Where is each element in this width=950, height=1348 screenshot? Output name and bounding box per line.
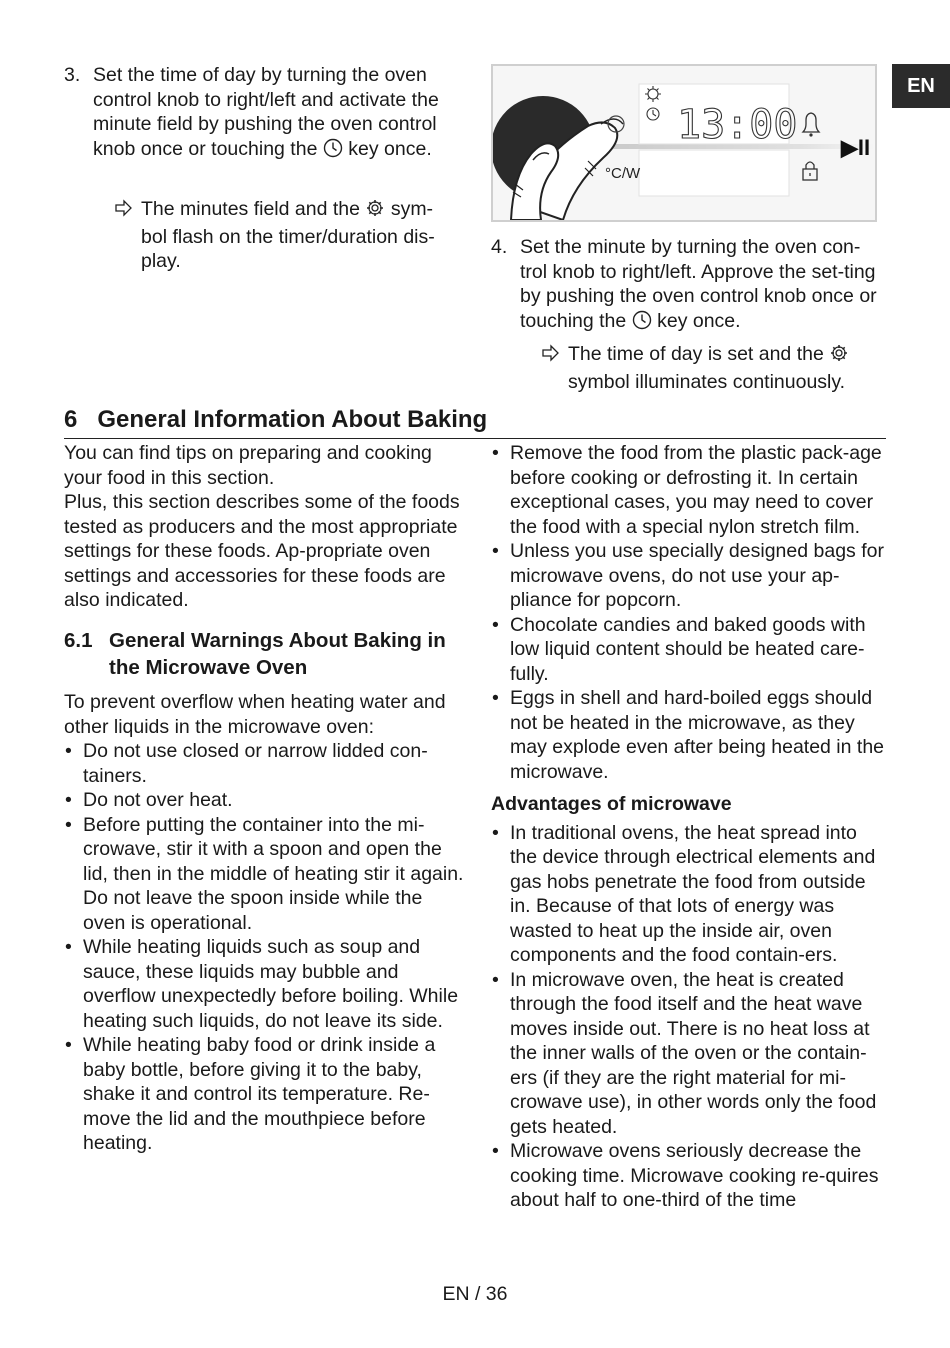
step-text: Set the time of day by turning the oven control knob to right/left and activate the minute field by pushing the oven control knob once or touching the [93, 64, 439, 160]
clock-icon [632, 310, 652, 337]
subsection-body [64, 690, 464, 1156]
play-pause-icon: ▶II [841, 135, 871, 160]
right-column [491, 441, 886, 1213]
result-text-end: symbol illuminates continuously. [568, 370, 846, 393]
list-item: • In microwave oven, the heat is created through the food itself and the heat wave moves inside out. There is no heat loss at the inner walls of the oven or the contain-ers (if they are the right material for mi-crowave use), in other words only the food gets heated. [491, 968, 886, 1140]
section-heading [64, 404, 487, 436]
list-item: • While heating liquids such as soup and sauce, these liquids may bubble and overflow unexpectedly before boiling. While heating such liquids, do not leave its side. [64, 935, 464, 1033]
step-3-result [114, 197, 459, 274]
intro-paragraph: Plus, this section describes some of the foods tested as producers and the most appropriate settings for these foods. Ap-propriate oven settings and accessories for these foods are also indicated. [64, 491, 460, 611]
list-item: • Unless you use specially designed bags for microwave ovens, do not use your ap-pliance for popcorn. [491, 539, 886, 613]
unit-label: °C/W [605, 165, 641, 182]
result-text: The minutes field and the [141, 198, 360, 220]
page-number: EN / 36 [442, 1283, 508, 1305]
step-number: 3. [64, 64, 81, 86]
step-4-result [541, 342, 881, 394]
list-item: • Chocolate candies and baked goods with low liquid content should be heated care-fully. [491, 613, 886, 687]
display-lower [639, 150, 789, 196]
warning-list [64, 739, 464, 1156]
section-title: General Information About Baking [97, 406, 488, 433]
advantages-heading: Advantages of microwave [491, 793, 732, 815]
step-text: Set the minute by turning the oven con-trol knob to right/left. Approve the set-ting by pushing the oven control knob once or touching the [520, 236, 877, 332]
handling-list [491, 441, 886, 784]
result-arrow-icon [541, 342, 561, 371]
gear-icon [365, 198, 385, 225]
subsection-title: General Warnings About Baking in the Microwave Oven [109, 629, 446, 679]
list-item: • While heating baby food or drink inside a baby bottle, before giving it to the baby, shake it and control its temperature. Re-move the lid and the mouthpiece before heating. [64, 1033, 464, 1156]
section-number: 6 [64, 406, 78, 433]
subsection-heading [64, 627, 464, 681]
subsection-number: 6.1 [64, 629, 93, 652]
step-number: 4. [491, 236, 508, 258]
list-item: • Do not over heat. [64, 788, 464, 813]
display-time: 13:00 [677, 102, 798, 148]
result-arrow-icon [114, 197, 134, 226]
list-item: • Do not use closed or narrow lidded con-tainers. [64, 739, 464, 788]
result-text: The time of day is set and the [568, 343, 824, 365]
lock-icon [803, 162, 817, 180]
result-text-end: sym-bol flash on the timer/duration dis-play. [141, 198, 435, 272]
language-tab: EN [892, 64, 950, 108]
step-text-end: key once. [657, 309, 741, 332]
section-intro [64, 441, 464, 613]
step-3 [64, 63, 464, 164]
step-text-end: key once. [348, 137, 432, 160]
list-item: • Before putting the container into the mi-crowave, stir it with a spoon and open the lid, then in the middle of heating stir it again. Do not leave the spoon inside while the oven is operational. [64, 813, 464, 936]
step-4 [491, 235, 881, 336]
list-item: • Remove the food from the plastic pack-age before cooking or defrosting it. In certain exceptional cases, you may need to cover the food with a special nylon stretch film. [491, 441, 886, 539]
section-rule [64, 438, 886, 439]
advantages-list [491, 821, 886, 1213]
clock-icon [323, 138, 343, 165]
bell-icon [803, 113, 819, 137]
intro-paragraph: You can find tips on preparing and cooking your food in this section. [64, 442, 432, 489]
control-panel-illustration [491, 64, 877, 222]
control-panel-drawing [493, 66, 875, 220]
list-item: • Microwave ovens seriously decrease the cooking time. Microwave cooking re-quires about half to one-third of the time [491, 1139, 886, 1213]
gear-icon [829, 343, 849, 370]
subsection-lead: To prevent overflow when heating water and other liquids in the microwave oven: [64, 691, 446, 738]
list-item: • In traditional ovens, the heat spread into the device through electrical elements and gas hobs penetrate the food from outside in. Because of that lots of energy was wasted to heat up the inside air, oven components and the food contain-ers. [491, 821, 886, 968]
list-item: • Eggs in shell and hard-boiled eggs should not be heated in the microwave, as they may explode even after being heated in the microwave. [491, 686, 886, 784]
